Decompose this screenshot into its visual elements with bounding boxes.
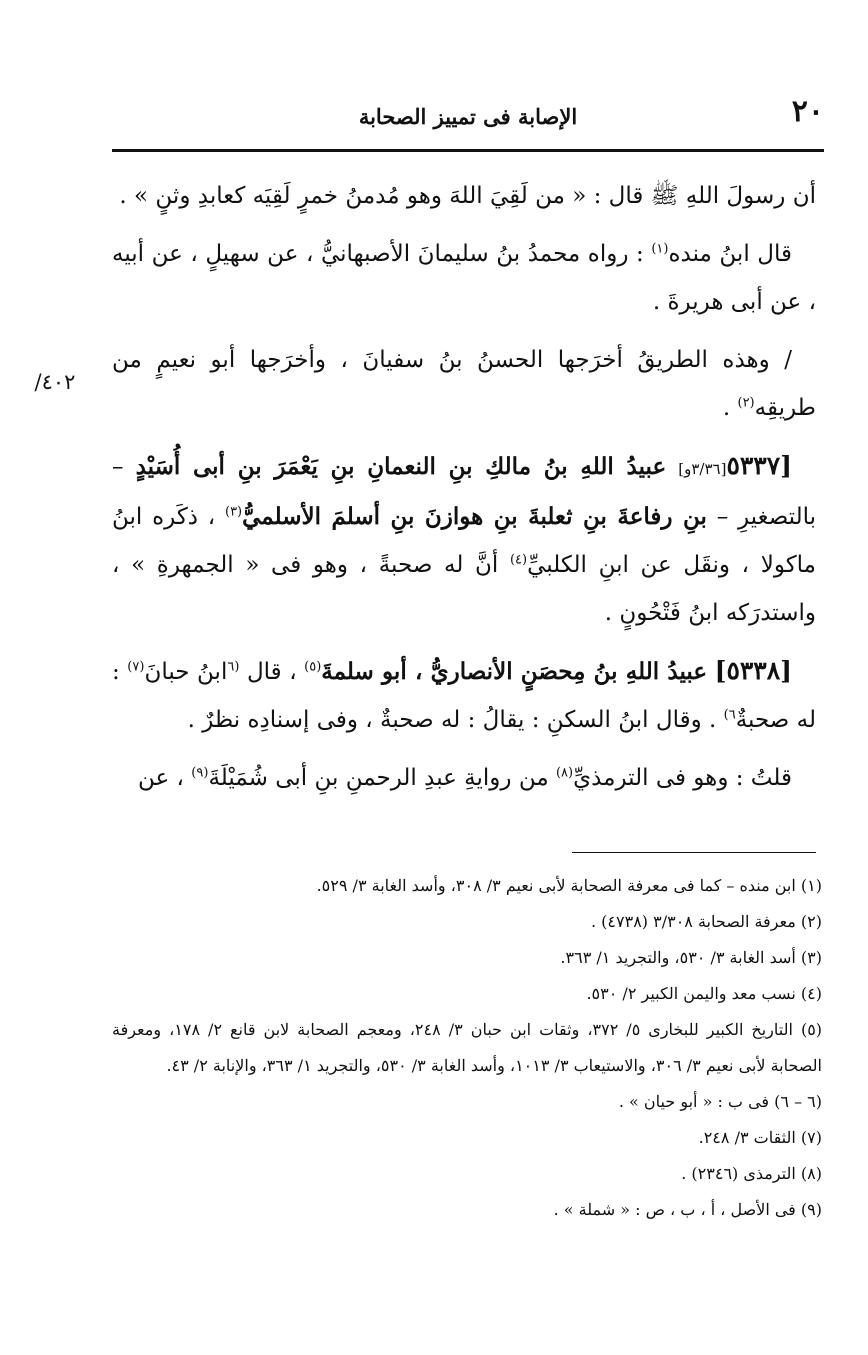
footnote-8: (٨) الترمذى (٢٣٤٦) . [681,1164,822,1183]
entry-name-cont: بنِ رفاعةَ بنِ ثعلبةَ بنِ هوازنَ بنِ أسلمَ الأسلميُّ [242,503,707,530]
footnote-2: (٢) معرفة الصحابة ٣/٣٠٨ (٤٧٣٨) . [590,912,822,931]
footnote-marker-1: (١) [651,241,669,257]
margin-page-marker: ٤٠٢/ [34,370,76,394]
entry-number: [٥٣٣٧ [726,451,793,480]
footnote-6: (٦ – ٦) فى ب : « أبو حيان » . [618,1092,822,1111]
text-run: ابنُ حبانَ [144,659,228,685]
footnote-marker-6-close: ٦) [723,707,736,723]
footnote-marker-2: (٢) [737,395,755,411]
text-run: قال ابنُ منده [668,241,792,267]
text-run: : له صحبةٌ [112,659,816,733]
main-text [112,172,816,812]
footnote-marker-3: (٣) [224,504,243,520]
page-header [112,94,824,144]
footnote-4: (٤) نسب معد واليمن الكبير ٢/ ٥٣٠. [586,984,822,1003]
text-run: . [722,395,738,421]
text-run: ، قال [239,659,305,685]
entry-5337 [112,442,816,637]
page-number: ٢٠ [791,94,824,129]
entry-name: عبيدُ اللهِ بنُ مالكِ بنِ النعمانِ بنِ يَعْمَرَ بنِ أبى أُسَيْدٍ [135,453,667,480]
footnote-1: (١) ابن منده – كما فى معرفة الصحابة لأبى نعيم ٣/ ٣٠٨، وأسد الغابة ٣/ ٥٢٩. [316,876,822,895]
text-run: ، عن [138,765,192,791]
text-run: – بالتصغيرِ – [112,454,816,530]
entry-number: [٥٣٣٨] [714,656,793,685]
text-run: . وقال ابنُ السكنِ : يقالُ : له صحبةٌ ، وفى إسنادِه نظرٌ . [187,707,724,733]
text-run: : رواه محمدُ بنُ سليمانَ الأصبهانيُّ ، عن سهيلٍ ، عن أبيه ، عن أبى هريرةَ . [112,241,816,315]
running-title: الإصابة فى تمييز الصحابة [358,104,578,129]
footnote-3: (٣) أسد الغابة ٣/ ٥٣٠، والتجريد ١/ ٣٦٣. [560,948,822,967]
paragraph-ibn-mandah [112,230,816,326]
footnote-marker-8: (٨) [555,765,574,781]
manuscript-ref: [٣/٣٦و] [678,460,727,478]
header-rule [112,149,824,152]
footnote-separator [572,852,816,853]
text-run: من روايةِ عبدِ الرحمنِ بنِ أبى شُمَيْلَةَ [208,765,556,791]
text-run: قلتُ : وهو فى الترمذيِّ [573,765,792,791]
footnote-5: (٥) التاريخ الكبير للبخارى ٥/ ٣٧٢، وثقات ابن حبان ٣/ ٢٤٨، ومعجم الصحابة لابن قانع ٢/ ١٧٨، ومعرفة الصحابة لأبى نعيم ٣/ ٣٠٦، والاستيعاب ٣/ ١٠١٣، وأسد الغابة ٣/ ٥٣٠، والتجريد ١/ ٣٦٣، والإنابة ٢/ ٤٣. [112,1020,823,1075]
text-run: / وهذه الطريقُ أخرَجها الحسنُ بنُ سفيانَ ، وأخرَجها أبو نعيمٍ من طريقِه [112,347,816,421]
entry-5338 [112,647,816,744]
footnote-9: (٩) فى الأصل ، أ ، ب ، ص : « شملة » . [553,1200,822,1219]
text-run: ، ذكَره ابنُ ماكولا ، ونقَل عن ابنِ الكلبيِّ [112,504,816,578]
footnotes [112,868,822,1228]
paragraph-tariq [112,336,816,432]
footnote-marker-7: (٧) [127,659,145,675]
footnote-marker-9: (٩) [191,765,209,781]
footnote-marker-4: (٤) [509,552,528,568]
text-run: أنَّ له صحبةً ، وهو فى « الجمهرةِ » ، واستدرَكه ابنُ فَتْحُونٍ . [112,552,816,626]
paragraph-qultu [112,754,816,802]
paragraph-hadith: أن رسولَ اللهِ ﷺ قال : « من لَقِيَ اللهَ وهو مُدمنُ خمرٍ لَقِيَه كعابدِ وثنٍ » . [119,183,816,209]
footnote-marker-6-open: (٦ [227,659,240,675]
footnote-marker-5: (٥) [304,659,322,675]
entry-name: عبيدُ اللهِ بنُ مِحصَنٍ الأنصاريُّ ، أبو سلمةَ [321,658,708,685]
footnote-7: (٧) الثقات ٣/ ٢٤٨. [698,1128,822,1147]
